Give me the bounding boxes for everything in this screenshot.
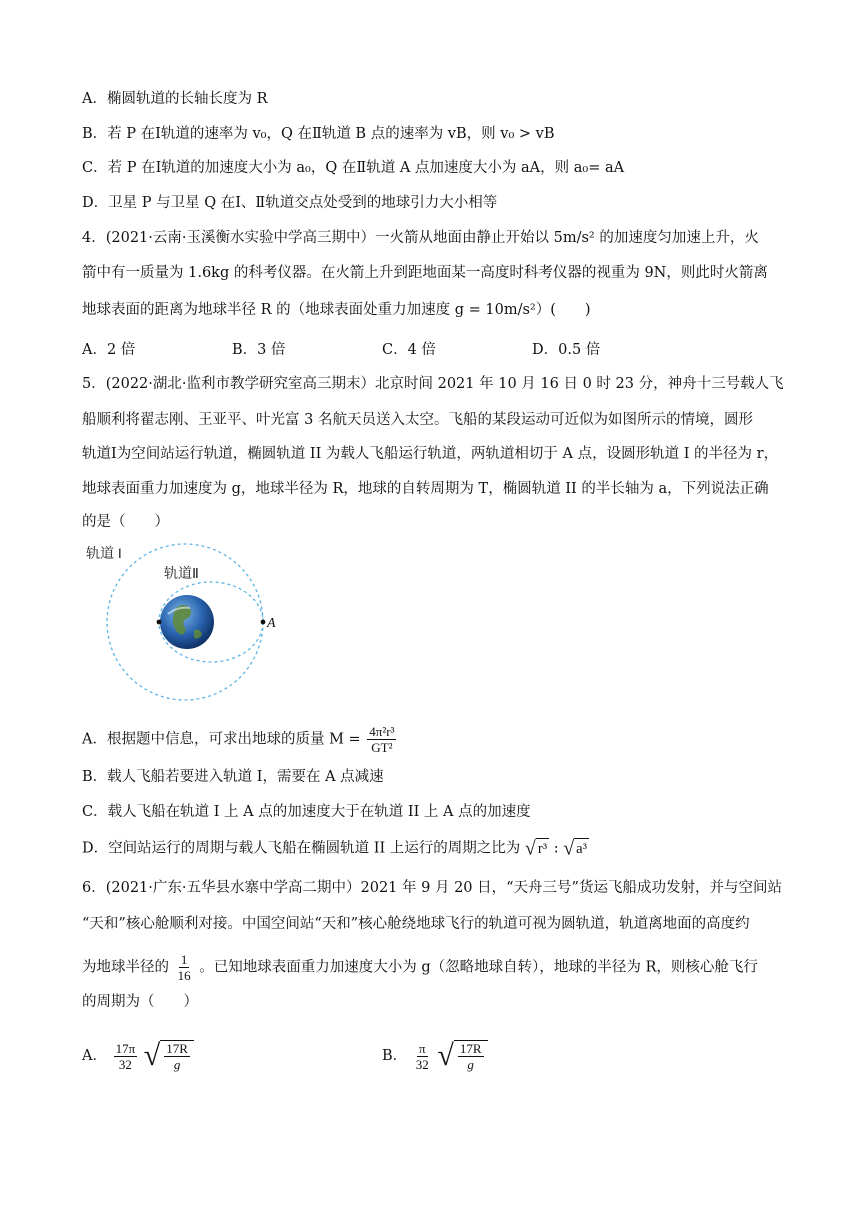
q3-option-c: C．若 P 在Ⅰ轨道的加速度大小为 a₀，Q 在Ⅱ轨道 A 点加速度大小为 aA，则 a₀= aA [82, 160, 625, 176]
q5-option-d-text: D．空间站运行的周期与载人飞船在椭圆轨道 II 上运行的周期之比为 [82, 840, 521, 857]
q6-stem-line4: 的周期为（ ） [82, 994, 198, 1010]
q6-a-rad-num: 17R [166, 1041, 188, 1056]
q6-option-a-coefficient [114, 1041, 138, 1072]
q6-option-b-sqrt: √ $\frac{17R}{g}$ [437, 1040, 487, 1072]
q4-stem-line2: 箭中有一质量为 1.6kg 的科考仪器。在火箭上升到距地面某一高度时科考仪器的视重为 9N，则此时火箭离 [82, 265, 768, 281]
q6-a-coef-num: 17π [115, 1040, 136, 1056]
q6-b-rad-den: g [467, 1057, 474, 1072]
perigee-dot [157, 620, 162, 625]
label-orbit-2: 轨道Ⅱ [164, 565, 199, 581]
q5-option-a-text: A．根据题中信息，可求出地球的质量 M = [82, 731, 361, 748]
q4-option-b: B．3 倍 [232, 342, 286, 358]
q4-option-d: D．0.5 倍 [532, 342, 601, 358]
sqrt-a3-radicand: a³ [574, 838, 589, 859]
orbit-figure [84, 540, 284, 710]
q6-a-coef-den: 32 [118, 1056, 132, 1072]
q5-option-d [82, 838, 589, 859]
q6-b-rad-num: 17R [459, 1041, 482, 1056]
height-fraction-numerator: 1 [180, 952, 188, 967]
mass-fraction [367, 724, 396, 755]
q6-line3-prefix: 为地球半径的 [82, 959, 169, 976]
q3-option-d: D．卫星 P 与卫星 Q 在Ⅰ、Ⅱ轨道交点处受到的地球引力大小相等 [82, 195, 498, 211]
q6-option-b-label: B． [382, 1048, 408, 1064]
q6-b-coef-num: π [418, 1040, 426, 1056]
q6-a-rad-den: g [173, 1057, 181, 1072]
q5-option-b: B．载人飞船若要进入轨道 I，需要在 A 点减速 [82, 769, 384, 785]
point-a-dot [261, 620, 266, 625]
height-fraction [176, 952, 193, 983]
q4-option-c: C．4 倍 [382, 342, 436, 358]
q6-stem-line3 [82, 952, 758, 983]
height-fraction-denominator: 16 [177, 968, 191, 983]
q5-stem-line1: 5．(2022·湖北·监利市教学研究室高三期末）北京时间 2021 年 10 月 16 日 0 时 23 分，神舟十三号载人飞 [82, 376, 784, 392]
label-point-a: A [267, 616, 276, 631]
q6-option-a-sqrt: √ $\frac{17R}{g}$ [144, 1040, 194, 1072]
q6-stem-line2: “天和”核心舱顺利对接。中国空间站“天和”核心舱绕地球飞行的轨道可视为圆轨道，轨道离地面的高度约 [82, 916, 750, 932]
q4-stem-line3: 地球表面的距离为地球半径 R 的（地球表面处重力加速度 g = 10m/s²）( ) [82, 302, 591, 318]
q6-option-b [382, 1040, 488, 1072]
q6-option-a [82, 1040, 194, 1072]
q5-stem-line2: 船顺利将翟志刚、王亚平、叶光富 3 名航天员送入太空。飞船的某段运动可近似为如图所示的情境，圆形 [82, 412, 753, 428]
q5-stem-line4: 地球表面重力加速度为 g，地球半径为 R，地球的自转周期为 T，椭圆轨道 II 的半长轴为 a，下列说法正确 [82, 481, 769, 497]
sqrt-r3-radicand: r³ [536, 838, 549, 859]
ratio-separator: : [553, 840, 559, 857]
q6-stem-line1: 6．(2021·广东·五华县水寨中学高二期中）2021 年 9 月 20 日，“天舟三号”货运飞船成功发射，并与空间站 [82, 880, 782, 896]
q5-option-a [82, 724, 398, 755]
label-orbit-1: 轨道 I [86, 545, 122, 561]
sqrt-r3: √ r³ [524, 837, 548, 860]
q6-option-a-label: A． [82, 1048, 107, 1064]
q4-option-a: A．2 倍 [82, 342, 136, 358]
q5-stem-line5: 的是（ ） [82, 514, 169, 530]
q3-option-b: B．若 P 在Ⅰ轨道的速率为 v₀，Q 在Ⅱ轨道 B 点的速率为 vB，则 v₀ > vB [82, 126, 555, 142]
q6-b-coef-den: 32 [415, 1056, 429, 1072]
mass-fraction-numerator: 4π²r³ [369, 724, 395, 739]
q5-option-c: C．载人飞船在轨道 I 上 A 点的加速度大于在轨道 II 上 A 点的加速度 [82, 804, 531, 820]
sqrt-a3: √ a³ [563, 837, 587, 860]
q4-stem-line1: 4．(2021·云南·玉溪衡水实验中学高三期中）一火箭从地面由静止开始以 5m/s² 的加速度匀加速上升，火 [82, 230, 759, 246]
q5-stem-line3: 轨道Ⅰ为空间站运行轨道，椭圆轨道 II 为载人飞船运行轨道，两轨道相切于 A 点，设圆形轨道 I 的半径为 r， [82, 446, 779, 462]
mass-fraction-denominator: GT² [371, 740, 393, 755]
earth-icon [160, 595, 214, 649]
q3-option-a: A．椭圆轨道的长轴长度为 R [82, 91, 268, 107]
q6-option-b-coefficient [414, 1041, 431, 1072]
q6-line3-suffix: 。已知地球表面重力加速度大小为 g（忽略地球自转），地球的半径为 R，则核心舱飞行 [199, 959, 758, 976]
